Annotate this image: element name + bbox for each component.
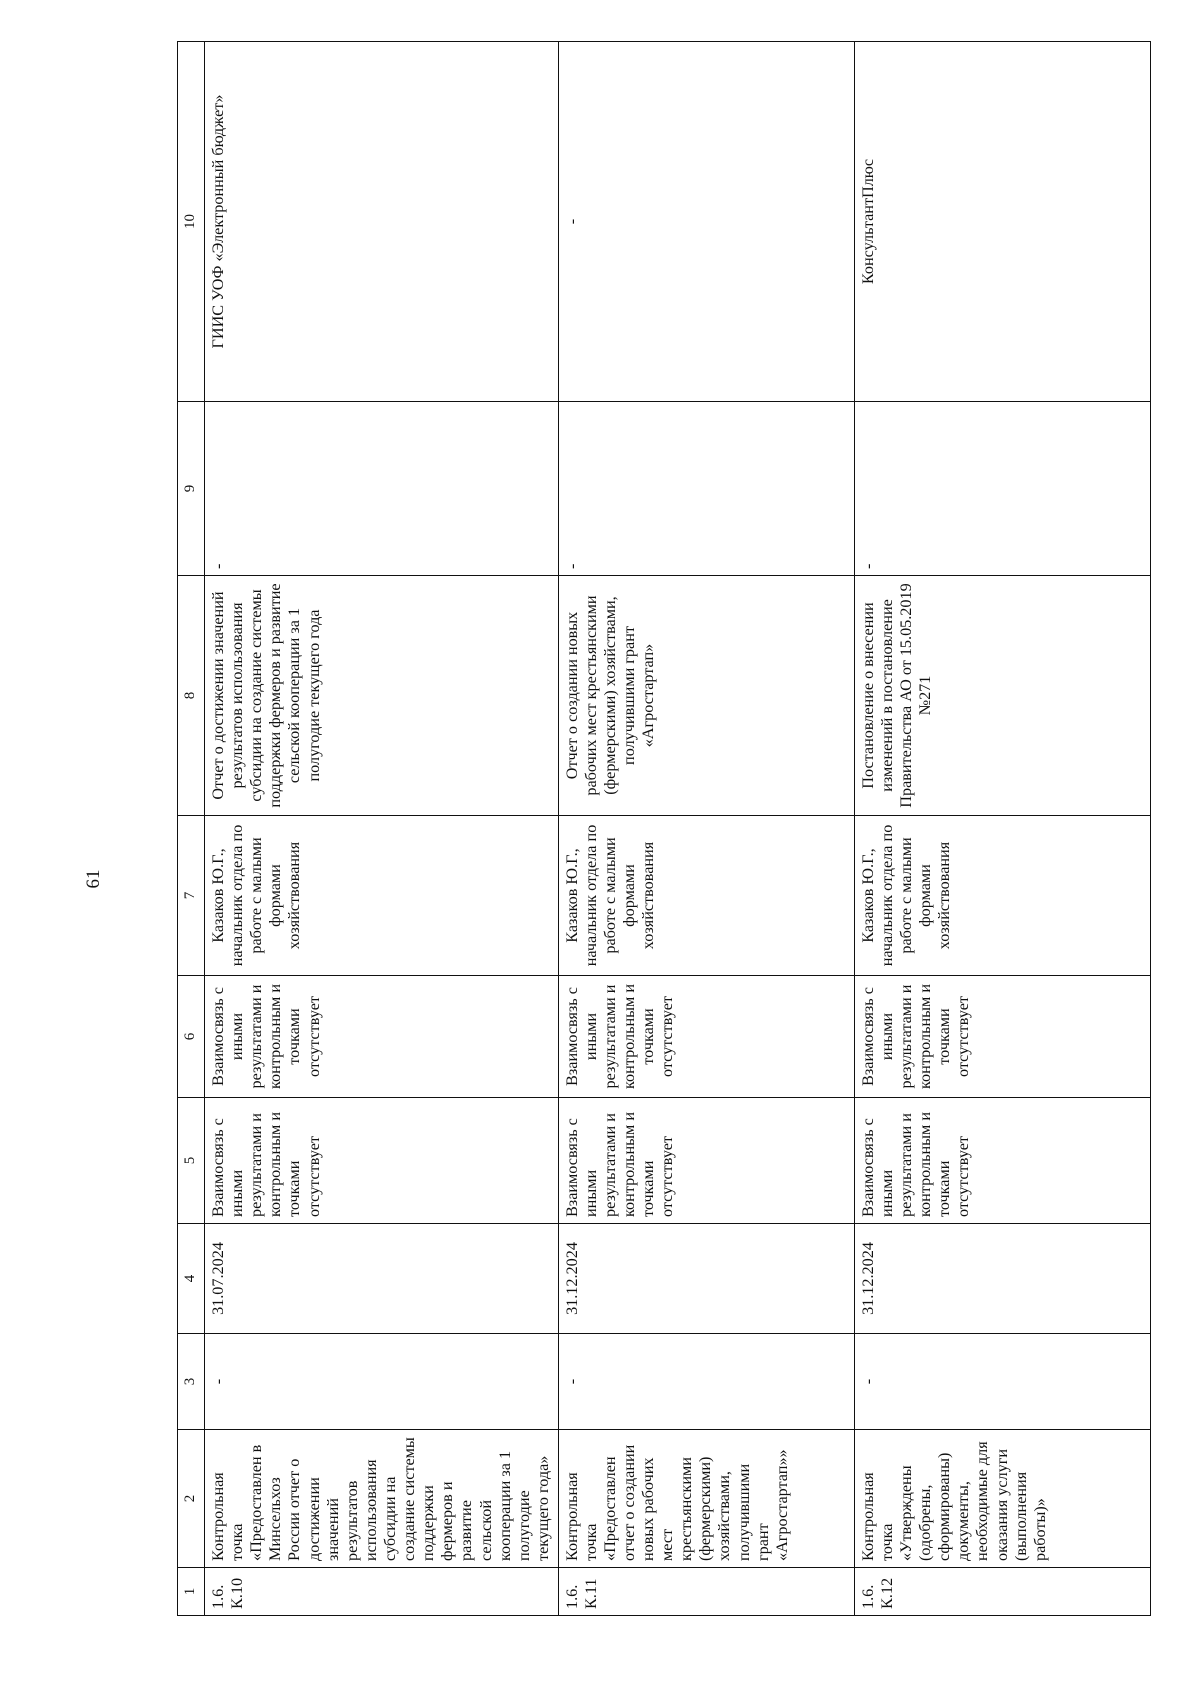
col-header-3: 3 xyxy=(178,1334,205,1430)
cell-number: 1.6. К.10 xyxy=(205,1568,559,1616)
cell-col3: - xyxy=(854,1334,1150,1430)
col-header-1: 1 xyxy=(178,1568,205,1616)
cell-col3: - xyxy=(205,1334,559,1430)
cell-col9: - xyxy=(558,402,854,576)
cell-relation: Взаимосвязь с иными результатами и контрольным и точками отсутствует xyxy=(205,1098,559,1224)
cell-date: 31.07.2024 xyxy=(205,1224,559,1334)
col-header-5: 5 xyxy=(178,1098,205,1224)
cell-info-system: - xyxy=(558,42,854,402)
cell-control-point: Контрольная точка «Предоставлен в Минсельхоз России отчет о достижении значений результатов использования субсидии на создание системы поддержки фермеров и развитие сельской кооперации за 1 полугодие текущего года» xyxy=(205,1430,559,1568)
cell-info-system: КонсультантПлюс xyxy=(854,42,1150,402)
col-header-8: 8 xyxy=(178,576,205,816)
cell-relation: Взаимосвязь с иными результатами и контрольным и точками отсутствует xyxy=(854,1098,1150,1224)
col-header-2: 2 xyxy=(178,1430,205,1568)
cell-info-system: ГИИС УОФ «Электронный бюджет» xyxy=(205,42,559,402)
col-header-9: 9 xyxy=(178,402,205,576)
control-points-table xyxy=(177,41,1151,1616)
cell-document: Отчет о создании новых рабочих мест крестьянскими (фермерскими) хозяйствами, получившими грант «Агростартап» xyxy=(558,576,854,816)
table-row xyxy=(854,42,1150,1616)
col-header-10: 10 xyxy=(178,42,205,402)
cell-number: 1.6. К.12 xyxy=(854,1568,1150,1616)
cell-date: 31.12.2024 xyxy=(558,1224,854,1334)
cell-control-point: Контрольная точка «Предоставлен отчет о создании новых рабочих мест крестьянскими (фермерскими) хозяйствами, получившими грант «Агростартап»» xyxy=(558,1430,854,1568)
col-header-4: 4 xyxy=(178,1224,205,1334)
cell-col9: - xyxy=(205,402,559,576)
cell-control-point: Контрольная точка «Утверждены (одобрены, сформированы) документы, необходимые для оказания услуги (выполнения работы)» xyxy=(854,1430,1150,1568)
cell-relation-2: Взаимосвязь с иными результатами и контрольным и точками отсутствует xyxy=(205,976,559,1098)
table-row xyxy=(558,42,854,1616)
col-header-7: 7 xyxy=(178,816,205,976)
cell-col3: - xyxy=(558,1334,854,1430)
cell-relation-2: Взаимосвязь с иными результатами и контрольным и точками отсутствует xyxy=(558,976,854,1098)
cell-document: Постановление о внесении изменений в постановление Правительства АО от 15.05.2019 №271 xyxy=(854,576,1150,816)
cell-responsible: Казаков Ю.Г., начальник отдела по работе с малыми формами хозяйствования xyxy=(854,816,1150,976)
cell-responsible: Казаков Ю.Г., начальник отдела по работе с малыми формами хозяйствования xyxy=(205,816,559,976)
cell-responsible: Казаков Ю.Г., начальник отдела по работе с малыми формами хозяйствования xyxy=(558,816,854,976)
cell-date: 31.12.2024 xyxy=(854,1224,1150,1334)
cell-relation-2: Взаимосвязь с иными результатами и контрольным и точками отсутствует xyxy=(854,976,1150,1098)
page-number: 61 xyxy=(83,869,104,889)
rotated-table-container xyxy=(177,42,1151,1616)
cell-number: 1.6. К.11 xyxy=(558,1568,854,1616)
cell-relation: Взаимосвязь с иными результатами и контрольным и точками отсутствует xyxy=(558,1098,854,1224)
cell-col9: - xyxy=(854,402,1150,576)
table-row xyxy=(205,42,559,1616)
header-row xyxy=(178,42,205,1616)
col-header-6: 6 xyxy=(178,976,205,1098)
cell-document: Отчет о достижении значений результатов использования субсидии на создание системы поддержки фермеров и развитие сельской кооперации за 1 полугодие текущего года xyxy=(205,576,559,816)
